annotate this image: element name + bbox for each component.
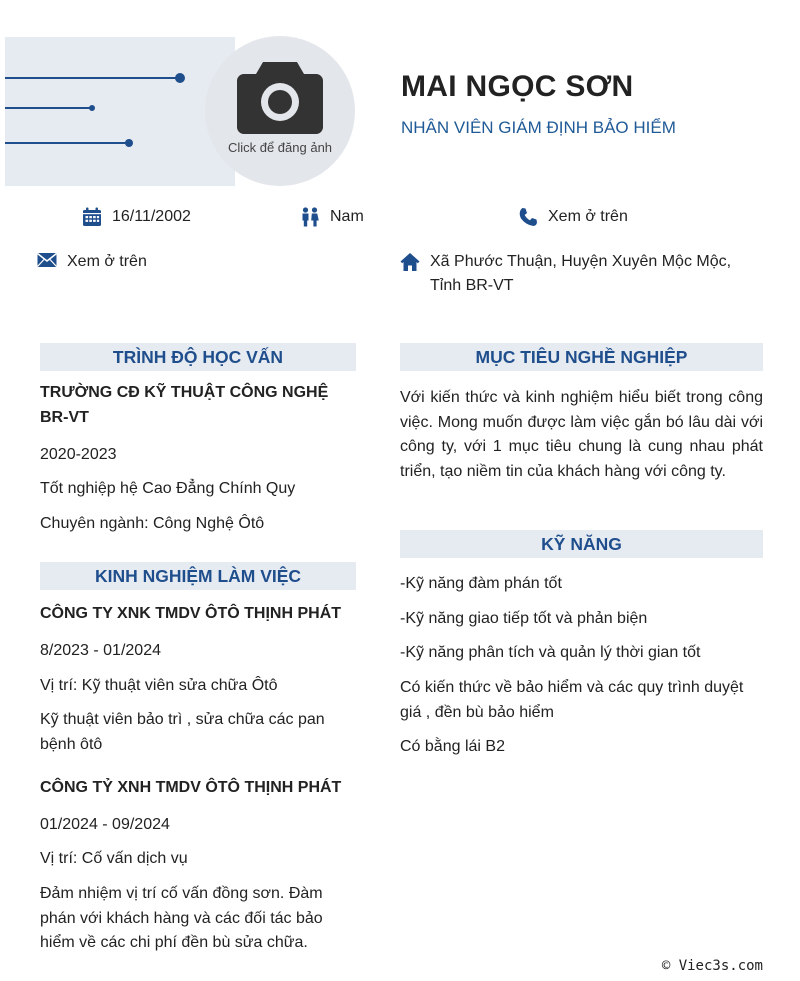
education-major: Chuyên ngành: Công Nghệ Ôtô [40,515,265,532]
education-school: TRƯỜNG CĐ KỸ THUẬT CÔNG NGHỆ BR-VT [40,384,329,426]
decor-line [5,77,180,79]
gender-value: Nam [330,208,364,225]
decor-dot [89,105,95,111]
job-period: 8/2023 - 01/2024 [40,642,161,659]
phone-value: Xem ở trên [548,208,628,225]
job-description: Đảm nhiệm vị trí cố vấn đồng sơn. Đàm phán với khách hàng và các đối tác bảo hiểm về các chi phí đền bù sửa chữa. [40,885,323,951]
skill-item: Có bằng lái B2 [400,738,505,755]
candidate-name: MAI NGỌC SƠN [401,70,634,103]
skill-item: -Kỹ năng giao tiếp tốt và phản biện [400,610,648,627]
gender-row [300,205,364,235]
skill-item: -Kỹ năng đàm phán tốt [400,575,562,592]
address-value [430,250,731,298]
job-company: CÔNG TY XNK TMDV ÔTÔ THỊNH PHÁT [40,605,342,622]
address-line: Xã Phước Thuận, Huyện Xuyên Mộc Mộc, [430,253,732,270]
job-description: Kỹ thuật viên bảo trì , sửa chữa các pan bệnh ôtô [40,711,325,753]
photo-caption: Click để đăng ảnh [227,140,333,155]
education-heading: TRÌNH ĐỘ HỌC VẤN [40,343,356,371]
photo-upload[interactable] [205,36,355,186]
envelope-icon [37,252,57,276]
email-row [37,250,147,276]
job-position: Vị trí: Cố vấn dịch vụ [40,850,188,867]
home-icon [400,252,420,280]
header-band [5,37,235,186]
job-company: CÔNG TỶ XNH TMDV ÔTÔ THỊNH PHÁT [40,779,342,796]
phone-icon [518,207,538,235]
decor-line [5,142,130,144]
education-period: 2020-2023 [40,446,117,463]
decor-line [5,107,93,109]
people-icon [300,207,320,235]
camera-icon [235,58,325,141]
job-position: Vị trí: Kỹ thuật viên sửa chữa Ôtô [40,677,278,694]
education-degree: Tốt nghiệp hệ Cao Đẳng Chính Quy [40,480,296,497]
phone-row [518,205,628,235]
decor-dot [125,139,133,147]
skill-item: Có kiến thức về bảo hiểm và các quy trình duyệt giá , đền bù bảo hiểm [400,679,744,721]
experience-heading: KINH NGHIỆM LÀM VIỆC [40,562,356,590]
decor-dot [175,73,185,83]
dob-value: 16/11/2002 [112,208,191,225]
skill-item: -Kỹ năng phân tích và quản lý thời gian tốt [400,644,701,661]
address-line: Tỉnh BR-VT [430,277,514,294]
objective-heading: MỤC TIÊU NGHỀ NGHIỆP [400,343,763,371]
calendar-icon [82,207,102,235]
email-value: Xem ở trên [67,253,147,270]
address-row [400,250,731,298]
skills-heading: KỸ NĂNG [400,530,763,558]
dob-row [82,205,191,235]
job-title: NHÂN VIÊN GIÁM ĐỊNH BẢO HIỂM [401,118,676,137]
objective-text: Với kiến thức và kinh nghiệm hiểu biết trong công việc. Mong muốn được làm việc gắn bó lâu dài với công ty, với 1 mục tiêu chung là cung nhau phát triển, tạo niềm tin của khách hàng với công ty. [400,389,763,480]
job-period: 01/2024 - 09/2024 [40,816,170,833]
copyright-footer: © Viec3s.com [661,958,763,974]
